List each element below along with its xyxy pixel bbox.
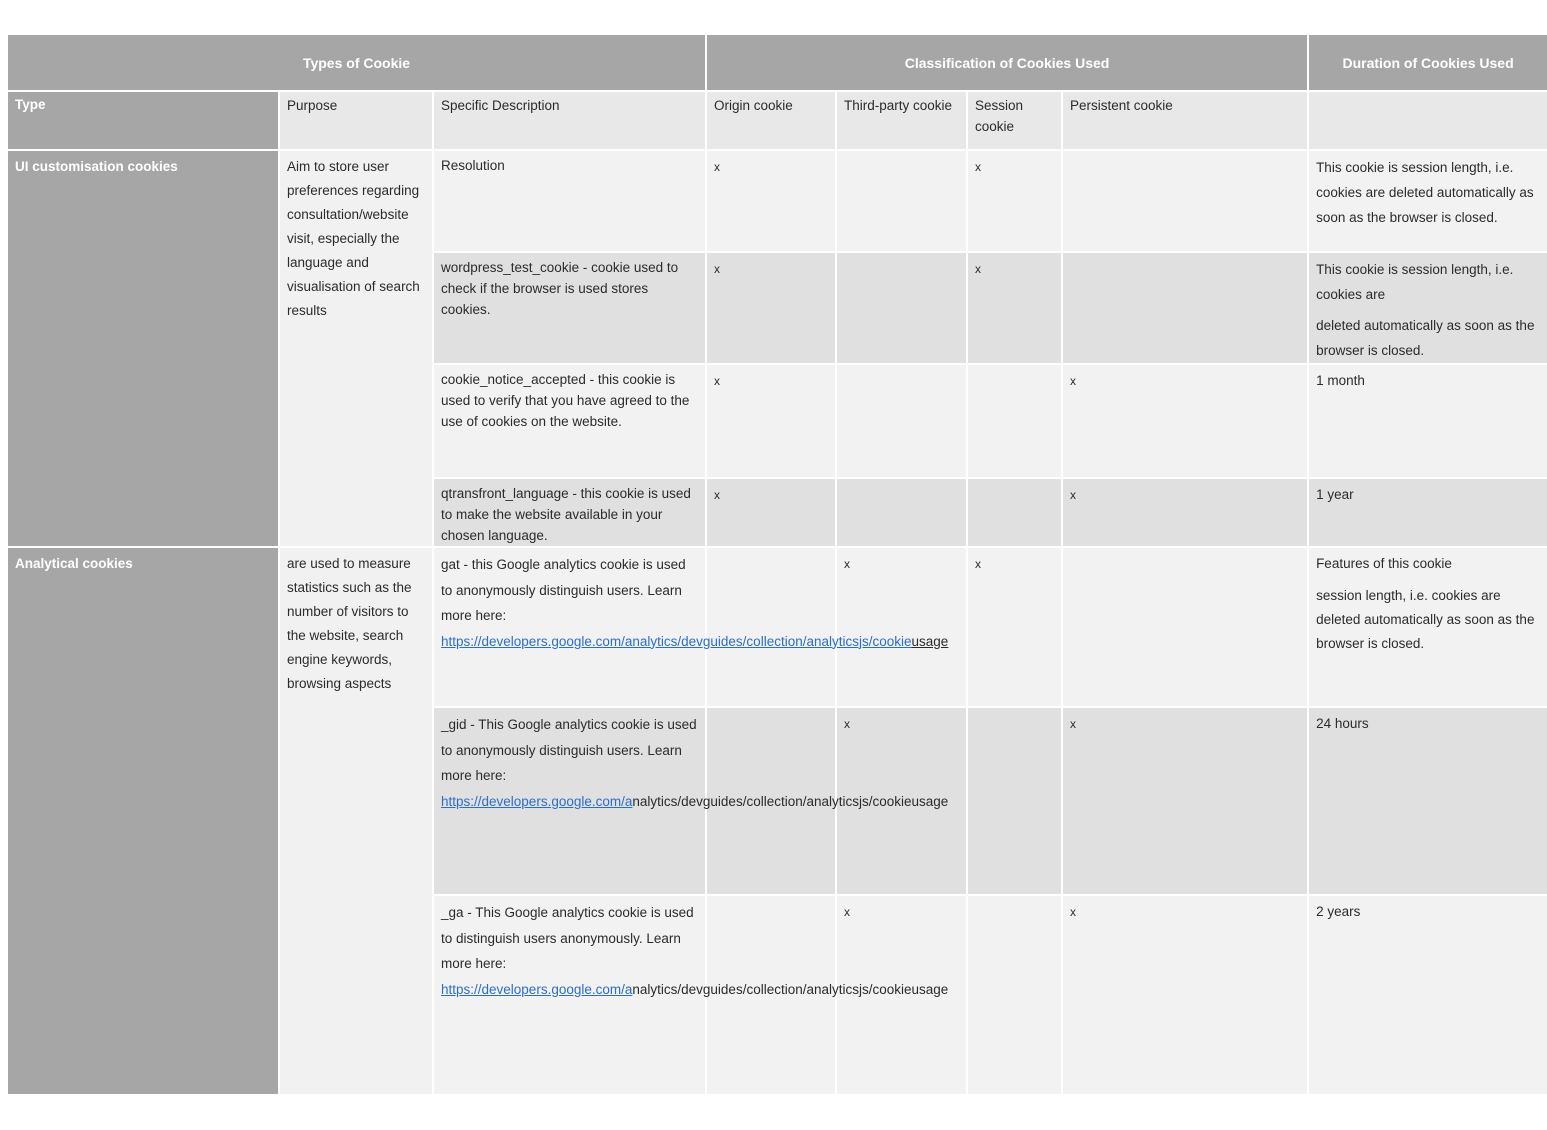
purpose-cell: Aim to store user preferences regarding consultation/website visit, especially the language and visualisation of search results xyxy=(279,150,433,547)
origin-mark: x xyxy=(706,252,836,364)
persistent-mark xyxy=(1062,547,1308,707)
session-mark xyxy=(967,895,1062,1095)
table-row xyxy=(7,547,1547,707)
persistent-mark xyxy=(1062,150,1308,252)
third-party-mark xyxy=(836,364,967,478)
table-row xyxy=(7,150,1547,252)
description-text: _ga - This Google analytics cookie is used to distinguish users anonymously. Learn more here: xyxy=(441,905,694,971)
description-cell: cookie_notice_accepted - this cookie is used to verify that you have agreed to the use of cookies on the website. xyxy=(433,364,706,478)
origin-mark xyxy=(706,547,836,707)
duration-line: Features of this cookie xyxy=(1316,556,1452,571)
description-cell xyxy=(433,707,949,895)
third-party-mark: x xyxy=(836,547,967,707)
duration-cell: 2 years xyxy=(1308,895,1547,1095)
duration-line: This cookie is session length, i.e. cookies are xyxy=(1316,262,1514,302)
session-mark xyxy=(967,478,1062,547)
duration-line: session length, i.e. cookies are deleted automatically as soon as the browser is closed. xyxy=(1316,588,1535,651)
third-party-mark xyxy=(836,150,967,252)
third-party-mark xyxy=(836,252,967,364)
session-mark xyxy=(967,364,1062,478)
subheader-type: Type xyxy=(7,91,279,150)
duration-cell: This cookie is session length, i.e. cookies are deleted automatically as soon as the browser is closed. xyxy=(1308,150,1547,252)
subheader-persistent: Persistent cookie xyxy=(1062,91,1308,150)
link-suffix: nalytics/devguides/collection/analyticsjs/cookieusage xyxy=(632,981,949,997)
purpose-cell: are used to measure statistics such as the number of visitors to the website, search engine keywords, browsing aspects xyxy=(279,547,433,1095)
description-cell xyxy=(433,895,949,1095)
google-analytics-link[interactable]: https://developers.google.com/a xyxy=(441,981,633,997)
duration-cell: 1 year xyxy=(1308,478,1547,547)
subheader-description: Specific Description xyxy=(433,91,706,150)
persistent-mark: x xyxy=(1062,478,1308,547)
description-text: _gid - This Google analytics cookie is used to anonymously distinguish users. Learn more here: xyxy=(441,717,697,783)
persistent-mark xyxy=(1062,252,1308,364)
persistent-mark: x xyxy=(1062,707,1308,895)
session-mark: x xyxy=(967,252,1062,364)
origin-mark: x xyxy=(706,150,836,252)
duration-line: deleted automatically as soon as the browser is closed. xyxy=(1316,318,1535,358)
header-duration: Duration of Cookies Used xyxy=(1308,34,1547,91)
subheader-duration xyxy=(1308,91,1547,150)
cookie-table xyxy=(6,33,1547,1096)
duration-cell: 24 hours xyxy=(1308,707,1547,895)
session-mark: x xyxy=(967,547,1062,707)
description-cell: wordpress_test_cookie - cookie used to check if the browser is used stores cookies. xyxy=(433,252,706,364)
description-text: gat - this Google analytics cookie is used to anonymously distinguish users. Learn more here: xyxy=(441,557,686,623)
description-cell xyxy=(433,547,949,707)
duration-cell: 1 month xyxy=(1308,364,1547,478)
google-analytics-link[interactable]: https://developers.google.com/a xyxy=(441,793,633,809)
session-mark xyxy=(967,707,1062,895)
header-row xyxy=(7,34,1547,91)
link-suffix: nalytics/devguides/collection/analyticsjs/cookieusage xyxy=(632,793,949,809)
subheader-row xyxy=(7,91,1547,150)
link-suffix: usage xyxy=(911,633,949,649)
duration-cell xyxy=(1308,547,1547,707)
google-analytics-link[interactable]: https://developers.google.com/analytics/devguides/collection/analyticsjs/cookie xyxy=(441,633,912,649)
persistent-mark: x xyxy=(1062,364,1308,478)
type-cell: Analytical cookies xyxy=(7,547,279,1095)
session-mark: x xyxy=(967,150,1062,252)
subheader-purpose: Purpose xyxy=(279,91,433,150)
type-cell: UI customisation cookies xyxy=(7,150,279,547)
description-cell: Resolution xyxy=(433,150,706,252)
subheader-session: Session cookie xyxy=(967,91,1062,150)
subheader-third-party: Third-party cookie xyxy=(836,91,967,150)
third-party-mark xyxy=(836,478,967,547)
description-cell: qtransfront_language - this cookie is used to make the website available in your chosen language. xyxy=(433,478,706,547)
subheader-origin: Origin cookie xyxy=(706,91,836,150)
persistent-mark: x xyxy=(1062,895,1308,1095)
origin-mark: x xyxy=(706,478,836,547)
third-party-mark: x xyxy=(836,707,967,895)
header-classification: Classification of Cookies Used xyxy=(706,34,1308,91)
third-party-mark: x xyxy=(836,895,967,1095)
origin-mark: x xyxy=(706,364,836,478)
header-types: Types of Cookie xyxy=(7,34,706,91)
duration-cell xyxy=(1308,252,1547,364)
